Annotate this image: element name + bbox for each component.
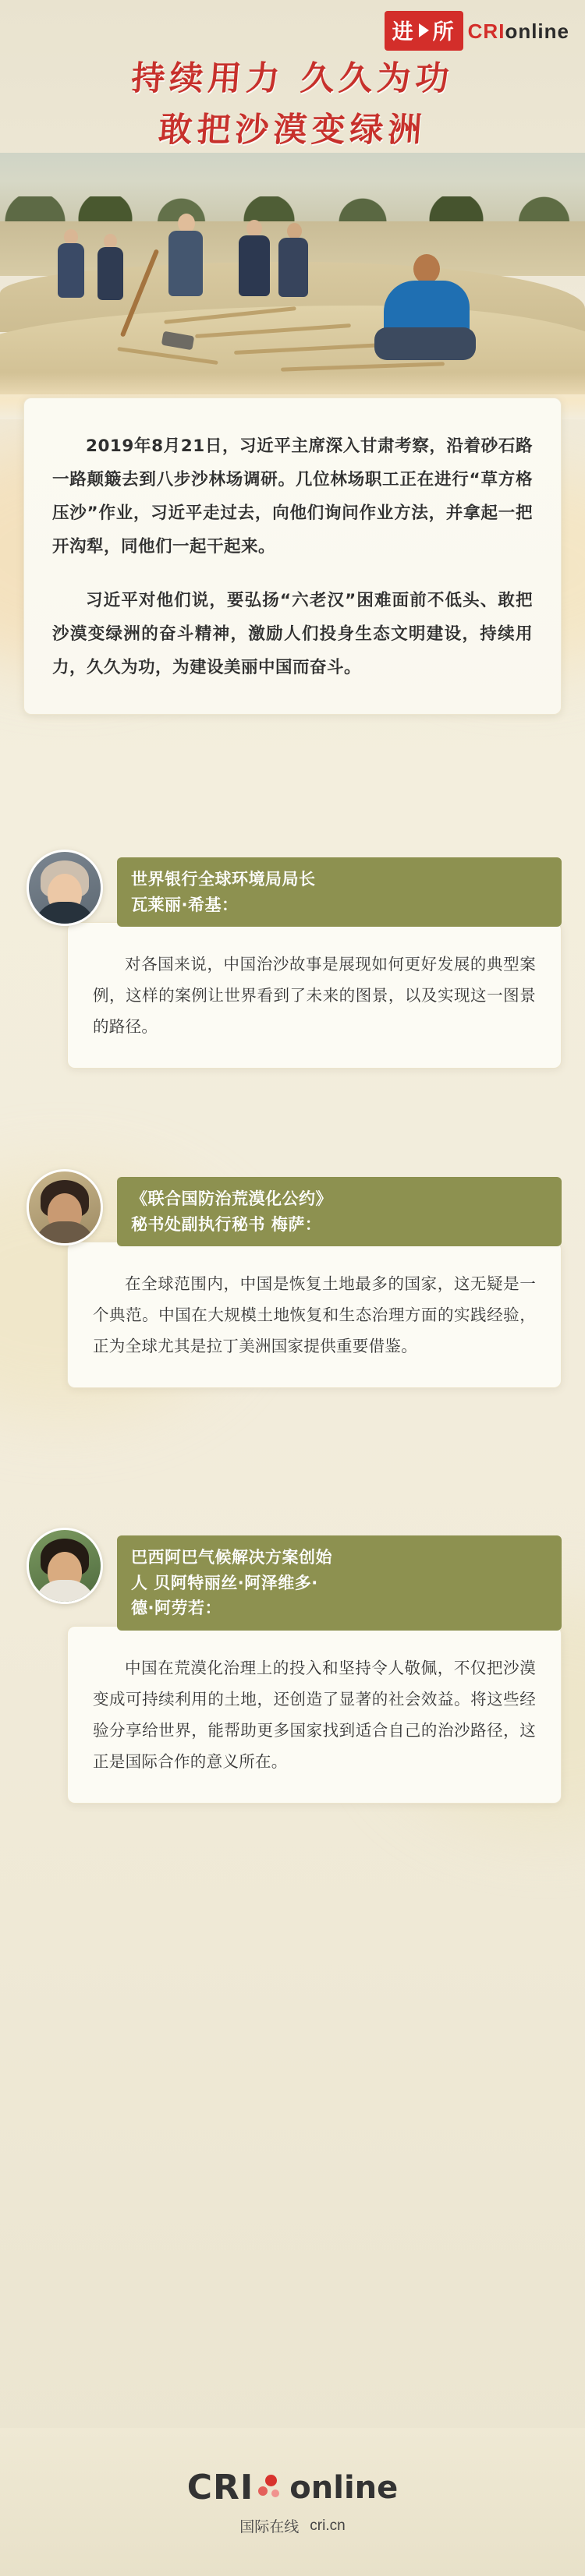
paragraph: 2019年8月21日，习近平主席深入甘肃考察，沿着砂石路一路颠簸去到八步沙林场调研。几位林场职工正在进行“草方格压沙”作业，习近平走过去，向他们询问作业方法，并拿起一把开沟犁，同他们一起干起来。 [52, 436, 533, 557]
badge-text-suo: 所 [432, 20, 456, 44]
avatar [27, 850, 103, 926]
avatar [27, 1169, 103, 1246]
photo-person [94, 234, 128, 316]
title-line-2: 敢把沙漠变绿洲 [157, 111, 428, 150]
footer-cri-text: CRI [186, 2468, 254, 2507]
poster-title [0, 55, 585, 155]
quote-body [67, 1626, 562, 1804]
quote-text: 在全球范围内，中国是恢复土地最多的国家，这无疑是一个典范。中国在大规模土地恢复和生态治理方面的实践经验，正为全球尤其是拉丁美洲国家提供重要借鉴。 [93, 1274, 536, 1356]
online-letters: online [505, 19, 569, 43]
cri-logo[interactable] [385, 11, 569, 51]
footer-site-name: 国际在线 [239, 2519, 300, 2535]
quote-text: 对各国来说，中国治沙故事是展现如何更好发展的典型案例，这样的案例让世界看到了未来的图景，以及实现这一图景的路径。 [93, 955, 536, 1037]
photo-worker-foreground [367, 253, 484, 385]
footer-site-url[interactable]: cri.cn [310, 2517, 346, 2534]
quote-block-1 [23, 850, 562, 1069]
speaker-name-line1: 世界银行全球环境局局长 [131, 870, 316, 889]
photo-person [275, 223, 314, 318]
speaker-name-line2: 秘书处副执行秘书 梅萨： [131, 1214, 322, 1234]
play-arrow-icon [419, 23, 429, 37]
cri-text [468, 21, 569, 41]
poster-header [0, 0, 585, 436]
photo-person [53, 229, 89, 315]
cri-dots-icon [258, 2475, 285, 2501]
quote-speaker-name [117, 857, 562, 927]
quote-block-3 [23, 1528, 562, 1804]
paragraph: 习近平对他们说，要弘扬“六老汉”困难面前不低头、敢把沙漠变绿洲的奋斗精神，激励人们投身生态文明建设，持续用力，久久为功，为建设美丽中国而奋斗。 [52, 591, 533, 677]
quote-body [67, 922, 562, 1069]
hero-photo [0, 153, 585, 394]
quote-body [67, 1242, 562, 1388]
speaker-name-line1: 《联合国防治荒漠化公约》 [131, 1189, 332, 1208]
title-line-1: 持续用力 久久为功 [129, 59, 456, 98]
avatar [27, 1528, 103, 1604]
speaker-name-line2: 瓦莱丽·希基： [131, 895, 239, 914]
quote-header [23, 850, 562, 927]
quote-speaker-name [117, 1535, 562, 1631]
quote-header [23, 1169, 562, 1246]
quote-speaker-name [117, 1177, 562, 1246]
speaker-name-line3: 德·阿劳若： [131, 1599, 222, 1618]
footer-subline [239, 2515, 345, 2536]
footer-cri-logo[interactable] [187, 2468, 399, 2507]
main-text-card [23, 398, 562, 715]
cri-letters: CRI [467, 19, 505, 43]
speaker-name-line2: 人 贝阿特丽丝·阿泽维多· [131, 1573, 318, 1592]
speaker-name-line1: 巴西阿巴气候解决方案创始 [131, 1548, 332, 1567]
photo-person [234, 220, 275, 318]
badge-text-jin: 进 [392, 20, 415, 44]
cri-wordmark [468, 21, 569, 41]
footer-online-text: online [289, 2469, 399, 2506]
jin-suo-badge [385, 11, 463, 51]
quote-header [23, 1528, 562, 1631]
quote-text: 中国在荒漠化治理上的投入和坚持令人敬佩，不仅把沙漠变成可持续利用的土地，还创造了显著的社会效益。将这些经验分享给世界，能帮助更多国家找到适合自己的治沙路径，这正是国际合作的意义所在。 [93, 1658, 536, 1771]
poster-footer [0, 2428, 585, 2576]
quote-block-2 [23, 1169, 562, 1388]
photo-person-leader [162, 214, 209, 323]
